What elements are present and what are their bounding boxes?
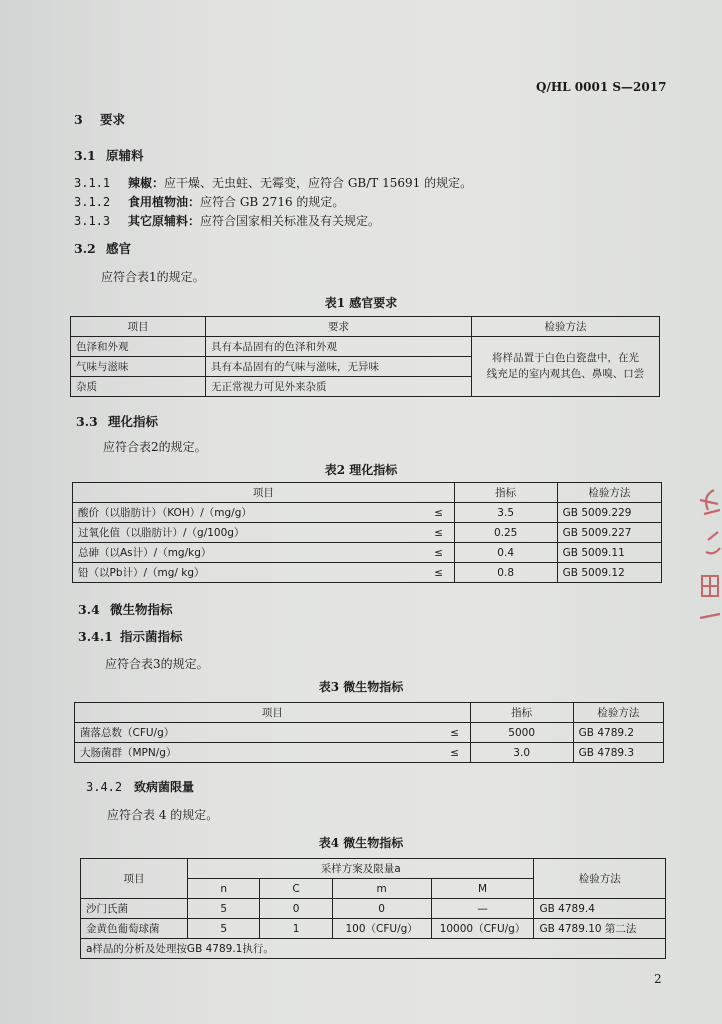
clause-3-1-2: 3.1.2 食用植物油：应符合 GB 2716 的规定。: [74, 195, 345, 209]
table-2-physicochemical: [72, 482, 662, 583]
table-row: 气味与滋味 具有本品固有的气味与滋味，无异味: [71, 357, 660, 377]
table-2-caption: 表2 理化指标: [324, 463, 398, 477]
table-row: 项目 要求 检验方法: [71, 317, 660, 337]
section-3-4-2-text: 应符合表 4 的规定。: [107, 808, 219, 822]
table-row: 沙门氏菌 5 0 0 — GB 4789.4: [81, 899, 666, 919]
section-3-4-1-text: 应符合表3的规定。: [105, 657, 209, 671]
table-row: 大肠菌群（MPN/g） ≤ 3.0 GB 4789.3: [75, 743, 664, 763]
table-1-caption: 表1 感官要求: [324, 296, 398, 310]
section-3-3-heading: 3.3 理化指标: [76, 414, 159, 429]
table-1-sensory: [70, 316, 660, 397]
section-3-2-heading: 3.2 感官: [74, 241, 132, 256]
section-3-1-heading: 3.1 原辅料: [74, 148, 144, 163]
table-3-caption: 表3 微生物指标: [318, 680, 404, 694]
page-number: 2: [654, 972, 662, 986]
table-row: 项目 采样方案及限量a 检验方法: [81, 859, 666, 879]
table-row: [81, 939, 666, 959]
table-3-indicator-bacteria: [74, 702, 664, 763]
table-row: 铅（以Pb计）/（mg/ kg） ≤ 0.8 GB 5009.12: [73, 563, 662, 583]
table-1-method: 将样品置于白色白瓷盘中，在光 线充足的室内观其色、鼻嗅、口尝: [472, 337, 660, 397]
seal-fragment-icon: [694, 480, 722, 630]
section-3-4-2-heading: 3.4.2 致病菌限量: [86, 780, 195, 794]
table-row: 菌落总数（CFU/g） ≤ 5000 GB 4789.2: [75, 723, 664, 743]
table-row: n C m M: [81, 879, 666, 899]
table-row: 总砷（以As计）/（mg/kg） ≤ 0.4 GB 5009.11: [73, 543, 662, 563]
table-4-note: a样品的分析及处理按GB 4789.1执行。: [81, 939, 666, 959]
table-row: 杂质 无正常视力可见外来杂质: [71, 377, 660, 397]
section-3-heading: 3 要求: [74, 112, 126, 127]
clause-3-1-1: 3.1.1 辣椒：应干燥、无虫蛀、无霉变，应符合 GB/T 15691 的规定。: [74, 176, 473, 190]
section-3-4-1-heading: 3.4.1 指示菌指标: [78, 629, 183, 644]
table-row: 项目 指标 检验方法: [73, 483, 662, 503]
table-row: 色泽和外观 具有本品固有的色泽和外观 将样品置于白色白瓷盘中，在光 线充足的室内观其色、鼻嗅、口尝: [71, 337, 660, 357]
clause-3-1-3: 3.1.3 其它原辅料：应符合国家相关标准及有关规定。: [74, 214, 381, 228]
table-4-pathogens: [80, 858, 666, 959]
table-row: 项目 指标 检验方法: [75, 703, 664, 723]
standard-code: Q/HL 0001 S—2017: [536, 80, 667, 94]
table-row: 酸价（以脂肪计）（KOH）/（mg/g） ≤ 3.5 GB 5009.229: [73, 503, 662, 523]
red-seal-stamp: [694, 480, 722, 630]
section-3-3-text: 应符合表2的规定。: [103, 440, 207, 454]
section-3-4-heading: 3.4 微生物指标: [78, 602, 173, 617]
table-row: 过氧化值（以脂肪计）/（g/100g） ≤ 0.25 GB 5009.227: [73, 523, 662, 543]
table-4-caption: 表4 微生物指标: [318, 836, 404, 850]
table-row: 金黄色葡萄球菌 5 1 100（CFU/g） 10000（CFU/g） GB 4789.10 第二法: [81, 919, 666, 939]
section-3-2-text: 应符合表1的规定。: [101, 270, 205, 284]
